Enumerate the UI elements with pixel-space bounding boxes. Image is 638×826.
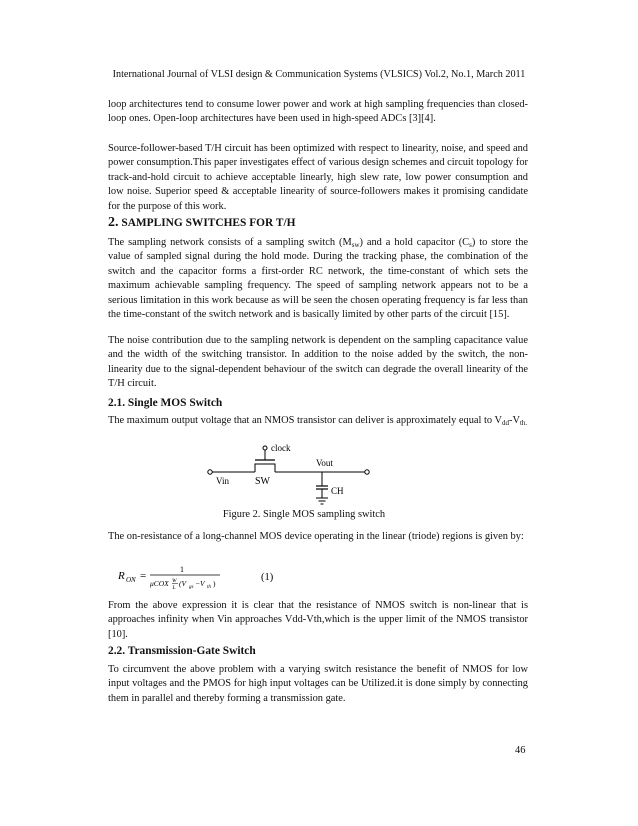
paragraph-1: loop architectures tend to consume lower power and work at high sampling frequencies than closed-loop ones. Open-loop architectures have been used in high-speed ADCs [3][4]. xyxy=(108,99,528,125)
formula-lhs: R xyxy=(118,570,125,582)
clock-label: clock xyxy=(271,443,291,453)
vout-label: Vout xyxy=(316,458,333,468)
vout-terminal xyxy=(365,470,369,474)
para5-sub-dd: dd xyxy=(502,419,509,427)
para3-sub-s: s xyxy=(469,241,472,249)
paragraph-5 xyxy=(108,414,528,428)
formula-gs: gs xyxy=(189,585,194,590)
para3-sub-sw: sw xyxy=(351,241,360,249)
mos-switch-diagram xyxy=(200,440,380,508)
paragraph-4: The noise contribution due to the sampling network is dependent on the sampling capacitance value and the width of the switching transistor. In addition to the noise added by the switch, the non-linearity due to the signal-dependent behaviour of the switch can degrade the overall linearity of the T/H circuit. xyxy=(108,335,528,390)
formula-th: th xyxy=(207,585,211,590)
paragraph-2: Source-follower-based T/H circuit has been optimized with respect to linearity, noise, and speed and power consumption.This paper investigates effect of various design schemes and circuit topology for track-and-hold circuit to achieve acceptable linearly, high slew rate, low power consumption and low noise. Superior speed & acceptable linearity of source-followers makes it promising candidate for the purpose of this work. xyxy=(108,143,528,212)
formula-number: (1) xyxy=(261,572,274,583)
para5-sub-th: th. xyxy=(519,419,528,427)
formula-paren-close: ) xyxy=(213,579,216,588)
formula-equals: = xyxy=(140,570,147,582)
formula-minus-v: −V xyxy=(195,579,205,588)
para5-text-b: -V xyxy=(509,415,520,426)
ch-label: CH xyxy=(331,486,344,496)
para5-text-a: The maximum output voltage that an NMOS transistor can deliver is approximately equal to V xyxy=(108,415,502,426)
formula-numerator: 1 xyxy=(180,565,184,574)
paragraph-3 xyxy=(108,236,528,322)
formula-lhs-sub: ON xyxy=(126,576,136,584)
paragraph-6: The on-resistance of a long-channel MOS device operating in the linear (triode) regions is given by: xyxy=(108,531,524,542)
clock-terminal xyxy=(263,446,267,450)
section-2-heading xyxy=(108,215,296,231)
formula-l: L xyxy=(172,585,176,591)
transistor-channel xyxy=(255,464,275,472)
paragraph-8: To circumvent the above problem with a varying switch resistance the benefit of NMOS for low input voltages and the PMOS for high input voltages can be Utilized.it is done simply by connecting them in parallel and thereby forming a transmission gate. xyxy=(108,664,528,704)
section-2-title: SAMPLING SWITCHES FOR T/H xyxy=(121,217,296,229)
journal-header: International Journal of VLSI design & Communication Systems (VLSICS) Vol.2, No.1, March 2011 xyxy=(112,69,526,80)
ron-formula xyxy=(118,563,298,591)
para3-text-a: The sampling network consists of a sampling switch (M xyxy=(108,237,352,248)
vin-label: Vin xyxy=(216,476,229,486)
formula-denominator: μCOX xyxy=(150,579,169,588)
section-2-1-heading: 2.1. Single MOS Switch xyxy=(108,397,223,409)
section-2-2-heading: 2.2. Transmission-Gate Switch xyxy=(108,645,256,657)
para3-text-c: ) to store the value of sampled signal during the hold mode. During the tracking phase, the combination of the switch and the capacitor forms a first-order RC network, the time-constant of which sets the maximum achievable sampling frequency. The speed of sampling network appears not to be a serious limitation in this work because as will be seen the chosen operating frequency is far less than the time-constant of the switch network and is basically limited by other parts of the circuit [15]. xyxy=(108,237,529,321)
para3-text-b: ) and a hold capacitor (C xyxy=(359,237,470,248)
formula-paren-open: (V xyxy=(179,579,187,588)
page-number: 46 xyxy=(515,745,526,756)
section-2-number: 2. xyxy=(108,215,119,230)
formula-w: W xyxy=(172,578,177,584)
vin-terminal xyxy=(208,470,212,474)
sw-label: SW xyxy=(255,476,270,487)
figure-2-caption: Figure 2. Single MOS sampling switch xyxy=(222,509,386,520)
paragraph-7: From the above expression it is clear that the resistance of NMOS switch is non-linear that is approaches infinity when Vin approaches Vdd-Vth,which is the upper limit of the NMOS transistor [10]. xyxy=(108,600,528,640)
